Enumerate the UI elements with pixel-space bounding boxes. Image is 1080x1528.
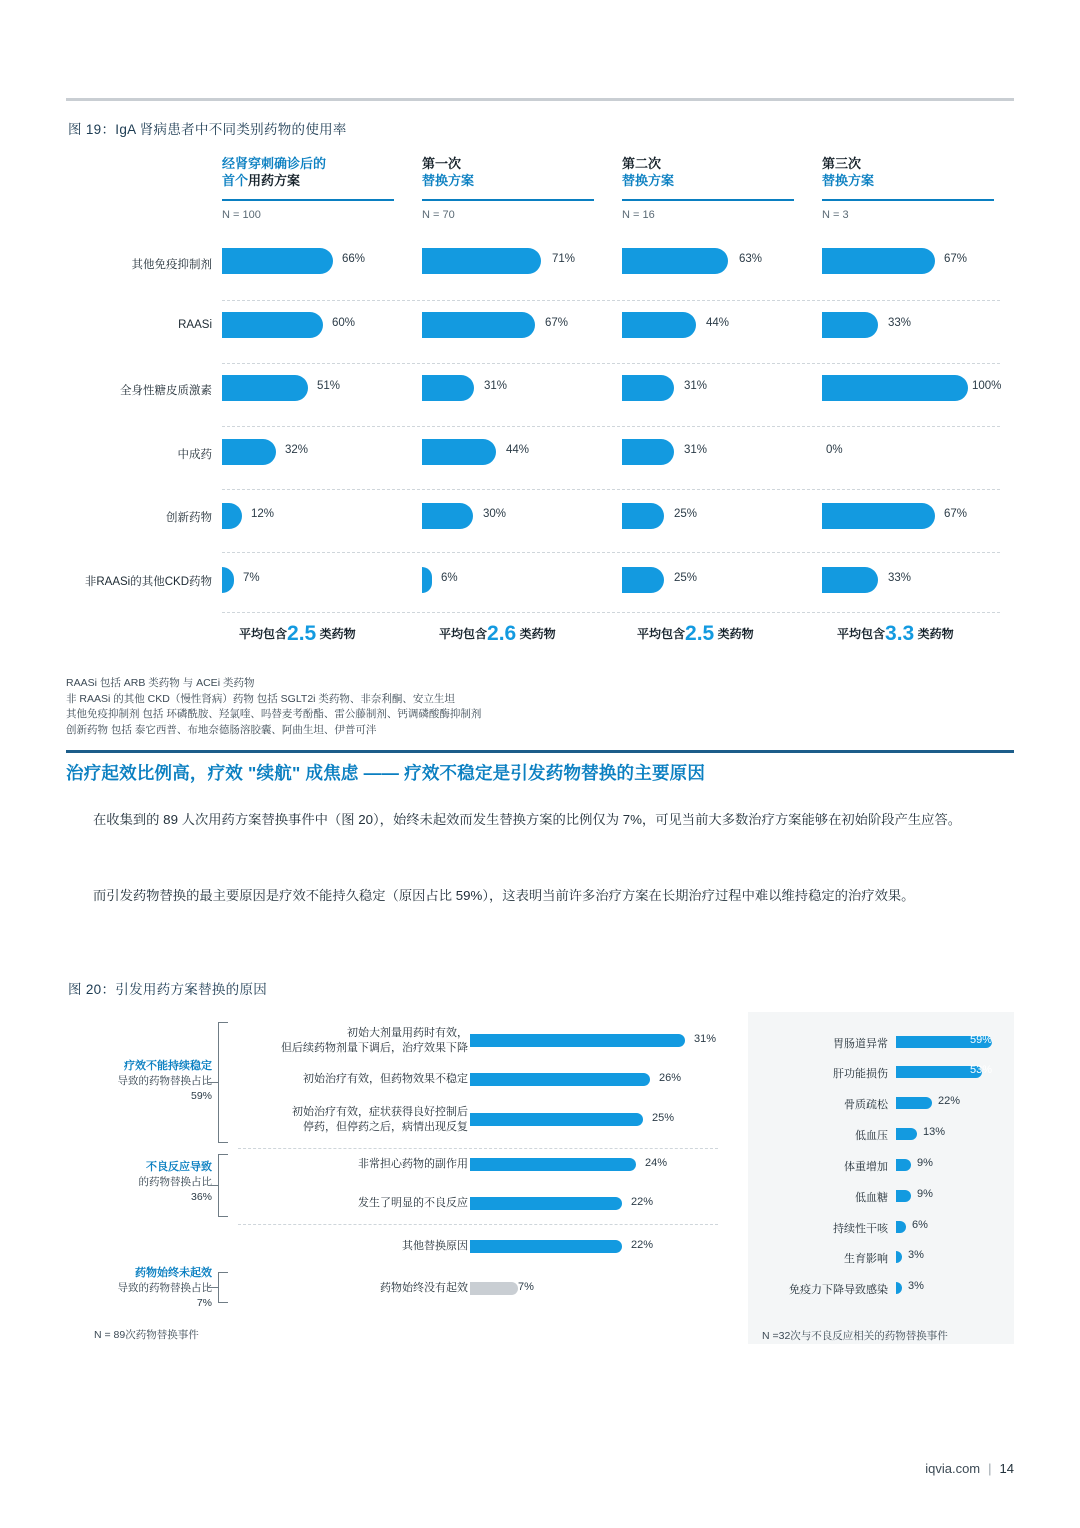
panel-bar-7 xyxy=(896,1251,902,1263)
bar xyxy=(422,567,432,593)
footnote-2: 其他免疫抑制剂 包括 环磷酰胺、羟氯喹、吗替麦考酚酯、雷公藤制剂、钙调磷酸酶抑制剂 xyxy=(66,708,482,720)
bar-value: 67% xyxy=(944,253,968,265)
footnote-3: 创新药物 包括 泰它西普、布地奈德肠溶胶囊、阿曲生坦、伊普可泮 xyxy=(66,723,377,736)
footer-separator: | xyxy=(988,1461,992,1476)
row-divider xyxy=(222,426,1000,428)
brace-tick xyxy=(218,1272,228,1273)
brace-arm xyxy=(208,1287,218,1288)
column-n-3: N = 3 xyxy=(822,209,849,221)
bar xyxy=(622,503,664,529)
bar-value: 30% xyxy=(483,508,507,520)
panel-label-1: 肝功能损伤 xyxy=(833,1068,888,1080)
group-divider xyxy=(238,1224,718,1226)
row-divider xyxy=(222,612,1000,614)
bar xyxy=(822,375,968,401)
column-rule-3 xyxy=(822,199,994,201)
paragraph-2: 而引发药物替换的最主要原因是疗效不能持久稳定（原因占比 59%），这表明当前许多治疗方案在长期治疗过程中难以维持稳定的治疗效果。 xyxy=(93,888,915,903)
bar xyxy=(222,439,276,465)
panel-label-5: 低血糖 xyxy=(855,1192,888,1204)
bar-value: 25% xyxy=(674,508,698,520)
bar-value: 31% xyxy=(484,380,508,392)
bar xyxy=(822,248,935,274)
row-divider xyxy=(222,489,1000,491)
footer xyxy=(925,1461,1014,1476)
panel-value-0: 59% xyxy=(970,1034,993,1046)
row-label-0: 其他免疫抑制剂 xyxy=(131,259,212,271)
row-divider xyxy=(222,363,1000,365)
bar-value: 6% xyxy=(441,572,458,584)
bar-value: 12% xyxy=(251,508,275,520)
bar xyxy=(422,312,535,338)
brace-tick xyxy=(218,1302,228,1303)
bar xyxy=(222,567,234,593)
row-label-1: RAASi xyxy=(178,319,212,331)
reason-label-4: 发生了明显的不良反应 xyxy=(358,1197,468,1209)
panel-value-4: 9% xyxy=(917,1157,933,1169)
reason-bar-3 xyxy=(470,1158,636,1171)
bar xyxy=(422,375,474,401)
bar xyxy=(622,312,696,338)
bar xyxy=(222,248,333,274)
brace-arm xyxy=(208,1082,218,1083)
section-divider xyxy=(66,750,1014,753)
bar-value: 44% xyxy=(506,444,530,456)
bar-value: 67% xyxy=(944,508,968,520)
panel-label-3: 低血压 xyxy=(855,1130,888,1142)
reason-bar-1 xyxy=(470,1073,650,1086)
bar-value: 31% xyxy=(684,380,708,392)
bar-value: 100% xyxy=(972,380,1002,392)
panel-value-7: 3% xyxy=(908,1249,924,1261)
reason-value-5: 22% xyxy=(631,1239,654,1251)
bar xyxy=(622,439,674,465)
bar xyxy=(822,312,878,338)
panel-bar-2 xyxy=(896,1097,932,1109)
bar-value: 33% xyxy=(888,572,912,584)
row-divider xyxy=(222,552,1000,554)
adverse-reaction-panel xyxy=(748,1012,1014,1344)
bar xyxy=(622,248,728,274)
panel-label-7: 生育影响 xyxy=(844,1253,888,1265)
row-label-4: 创新药物 xyxy=(166,512,212,524)
brace-tick xyxy=(218,1154,228,1155)
reason-bar-4 xyxy=(470,1197,622,1210)
panel-value-1: 53% xyxy=(970,1064,993,1076)
average-0: 平均包含2.5 类药物 xyxy=(239,622,356,645)
section-heading: 治疗起效比例高，疗效 "续航" 成焦虑 —— 疗效不稳定是引发药物替换的主要原因 xyxy=(66,763,706,783)
group-label-0: 疗效不能持续稳定 导致的药物替换占比 59% xyxy=(117,1060,212,1102)
reason-value-1: 26% xyxy=(659,1072,682,1084)
column-header-1: 第一次 替换方案 xyxy=(422,156,475,188)
bar-value: 7% xyxy=(243,572,260,584)
column-rule-0 xyxy=(222,199,394,201)
panel-label-6: 持续性干咳 xyxy=(833,1223,888,1235)
group-divider xyxy=(238,1148,718,1150)
reason-value-6: 7% xyxy=(518,1281,534,1293)
panel-label-8: 免疫力下降导致感染 xyxy=(789,1284,888,1296)
reason-bar-6 xyxy=(470,1282,518,1295)
reason-value-2: 25% xyxy=(652,1112,675,1124)
top-divider xyxy=(66,98,1014,101)
column-n-0: N = 100 xyxy=(222,209,261,221)
column-header-0: 经肾穿刺确诊后的 首个用药方案 xyxy=(222,156,327,188)
panel-value-3: 13% xyxy=(923,1126,946,1138)
panel-label-4: 体重增加 xyxy=(844,1161,888,1173)
bar-value: 66% xyxy=(342,253,366,265)
bar xyxy=(422,439,496,465)
panel-value-5: 9% xyxy=(917,1188,933,1200)
paragraph-1: 在收集到的 89 人次用药方案替换事件中（图 20），始终未起效而发生替换方案的比例仅为 7%，可见当前大多数治疗方案能够在初始阶段产生应答。 xyxy=(93,812,962,827)
bar xyxy=(222,375,308,401)
reason-value-0: 31% xyxy=(694,1033,717,1045)
panel-note: N =32次与不良反应相关的药物替换事件 xyxy=(762,1330,948,1342)
row-label-2: 全身性糖皮质激素 xyxy=(120,385,212,397)
column-header-2: 第二次 替换方案 xyxy=(622,156,675,188)
brace-tick xyxy=(218,1022,228,1023)
figure-20-note: N = 89次药物替换事件 xyxy=(94,1329,199,1341)
bar-value: 0% xyxy=(826,444,843,456)
bar xyxy=(222,503,242,529)
brace-arm xyxy=(208,1185,218,1186)
group-label-2: 药物始终未起效 导致的药物替换占比 7% xyxy=(117,1267,212,1309)
page-number: 14 xyxy=(999,1461,1014,1476)
row-divider xyxy=(222,300,1000,302)
average-3: 平均包含3.3 类药物 xyxy=(837,622,954,645)
reason-label-6: 药物始终没有起效 xyxy=(380,1282,468,1294)
reason-value-3: 24% xyxy=(645,1157,668,1169)
panel-bar-8 xyxy=(896,1282,902,1294)
bar xyxy=(822,503,935,529)
panel-bar-4 xyxy=(896,1159,911,1171)
reason-label-1: 初始治疗有效，但药物效果不稳定 xyxy=(303,1073,468,1085)
panel-bar-5 xyxy=(896,1190,911,1202)
brace-tick xyxy=(218,1216,228,1217)
row-label-3: 中成药 xyxy=(177,449,212,461)
reason-bar-0 xyxy=(470,1034,685,1047)
figure-19-title: 图 19：IgA 肾病患者中不同类别药物的使用率 xyxy=(68,122,347,137)
bar xyxy=(422,503,473,529)
column-rule-2 xyxy=(622,199,794,201)
average-1: 平均包含2.6 类药物 xyxy=(439,622,556,645)
footnote-1: 非 RAASi 的其他 CKD（慢性肾病）药物 包括 SGLT2i 类药物、非奈利酮、安立生坦 xyxy=(66,692,455,705)
bar-value: 25% xyxy=(674,572,698,584)
bar-value: 63% xyxy=(739,253,763,265)
column-rule-1 xyxy=(422,199,594,201)
column-header-3: 第三次 替换方案 xyxy=(822,156,875,188)
brace-group-0 xyxy=(218,1022,219,1142)
panel-bar-6 xyxy=(896,1221,906,1233)
bar-value: 71% xyxy=(552,253,576,265)
bar-value: 31% xyxy=(684,444,708,456)
bar-value: 51% xyxy=(317,380,341,392)
bar xyxy=(622,375,674,401)
panel-value-6: 6% xyxy=(912,1219,928,1231)
reason-bar-2 xyxy=(470,1113,643,1126)
reason-label-5: 其他替换原因 xyxy=(402,1240,468,1252)
bar-value: 32% xyxy=(285,444,309,456)
footer-site: iqvia.com xyxy=(925,1461,981,1476)
reason-value-4: 22% xyxy=(631,1196,654,1208)
row-label-5: 非RAASi的其他CKD药物 xyxy=(84,576,212,588)
reason-label-0: 初始大剂量用药时有效， 但后续药物剂量下调后，治疗效果下降 xyxy=(281,1027,468,1054)
brace-group-2 xyxy=(218,1272,219,1302)
reason-bar-5 xyxy=(470,1240,622,1253)
brace-tick xyxy=(218,1142,228,1143)
panel-bar-3 xyxy=(896,1128,917,1140)
column-n-2: N = 16 xyxy=(622,209,655,221)
group-label-1: 不良反应导致 的药物替换占比 36% xyxy=(138,1161,212,1203)
brace-group-1 xyxy=(218,1154,219,1216)
footnote-0: RAASi 包括 ARB 类药物 与 ACEi 类药物 xyxy=(66,677,255,689)
panel-value-2: 22% xyxy=(938,1095,961,1107)
figure-19-footnotes xyxy=(66,676,1006,738)
reason-label-2: 初始治疗有效，症状获得良好控制后 停药，但停药之后，病情出现反复 xyxy=(292,1106,468,1133)
bar xyxy=(222,312,323,338)
bar xyxy=(822,567,878,593)
bar xyxy=(422,248,541,274)
bar xyxy=(622,567,664,593)
panel-label-0: 胃肠道异常 xyxy=(833,1038,888,1050)
bar-value: 67% xyxy=(545,317,569,329)
figure-20-title: 图 20：引发用药方案替换的原因 xyxy=(68,982,268,997)
average-2: 平均包含2.5 类药物 xyxy=(637,622,754,645)
bar-value: 44% xyxy=(706,317,730,329)
column-n-1: N = 70 xyxy=(422,209,455,221)
bar-value: 60% xyxy=(332,317,356,329)
panel-label-2: 骨质疏松 xyxy=(844,1099,888,1111)
panel-value-8: 3% xyxy=(908,1280,924,1292)
bar-value: 33% xyxy=(888,317,912,329)
reason-label-3: 非常担心药物的副作用 xyxy=(358,1158,468,1170)
